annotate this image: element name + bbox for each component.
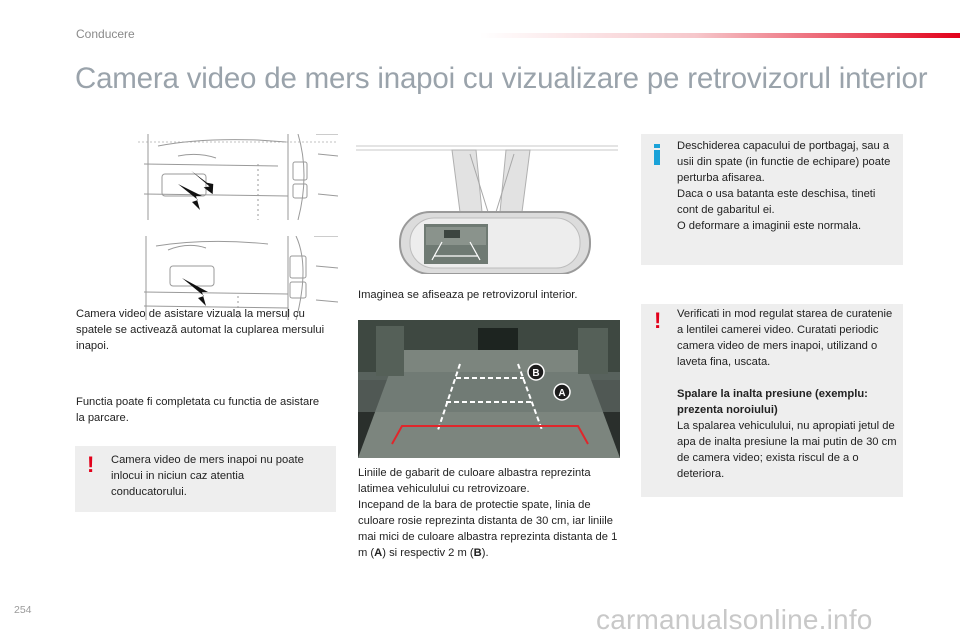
guide-label-b: B: [473, 547, 482, 559]
warning-icon: !: [654, 308, 662, 333]
guide-lines-text: [358, 465, 620, 561]
info-icon: [654, 144, 660, 165]
section-label: Conducere: [76, 27, 135, 41]
guide-lines-distance-pre: Incepand de la bara de protectie spate, linia de culoare rosie reprezinta distanta de 30 cm, iar liniile mai mici de culoare albastra reprezinta distanta de 1 m (: [358, 499, 618, 559]
driver-warning-box: [75, 446, 336, 512]
info-line-3: O deformare a imaginii este normala.: [677, 220, 862, 232]
camera-label-a: A: [558, 388, 566, 399]
info-text: [677, 138, 899, 234]
warning-icon: !: [87, 452, 95, 477]
camera-care-text: [677, 306, 899, 482]
camera-label-b: B: [532, 368, 540, 379]
page-title: Camera video de mers inapoi cu vizualizare pe retrovizorul interior: [75, 62, 928, 95]
vehicle-rear-illustration-top: [138, 134, 338, 220]
guide-lines-distance-mid: ) si respectiv 2 m (: [382, 547, 474, 559]
watermark: carmanualsonline.info: [596, 604, 873, 635]
info-line-2: Daca o usa batanta este deschisa, tineti cont de gabaritul ei.: [677, 188, 876, 216]
driver-warning-text: Camera video de mers inapoi nu poate inlocui in niciun caz atentia conducatorului.: [111, 454, 304, 498]
mirror-caption: Imaginea se afiseaza pe retrovizorul interior.: [358, 289, 578, 301]
info-line-1: Deschiderea capacului de portbagaj, sau a usii din spate (in functie de echipare) poate perturba afisarea.: [677, 140, 891, 184]
header-rule: [480, 33, 960, 38]
rearview-mirror-illustration: [356, 134, 618, 274]
camera-care-warning-box: [641, 304, 903, 497]
camera-view-image: [358, 320, 620, 458]
cleaning-paragraph: Verificati in mod regulat starea de curatenie a lentilei camerei video. Curatati periodic camera video de mers inapoi, utilizand o laveta fina, uscata.: [677, 308, 893, 368]
page-number: 254: [14, 604, 32, 616]
info-box: [641, 134, 903, 265]
guide-lines-width: Liniile de gabarit de culoare albastra reprezinta latimea vehiculului cu retrovizoare.: [358, 467, 591, 495]
pressure-wash-paragraph: La spalarea vehiculului, nu apropiati jetul de apa de inalta presiune la mai putin de 30 cm de camera video; exista riscul de a o deteriora.: [677, 420, 897, 480]
pressure-wash-heading: Spalare la inalta presiune (exemplu: prezenta noroiului): [677, 388, 868, 416]
intro-paragraph: Camera video de asistare vizuala la mersul cu spatele se activează automat la cuplarea mersului inapoi.: [76, 308, 325, 352]
guide-label-a: A: [374, 547, 383, 559]
guide-lines-distance-post: ).: [481, 547, 489, 559]
parking-assist-paragraph: Functia poate fi completata cu functia de asistare la parcare.: [76, 396, 320, 424]
